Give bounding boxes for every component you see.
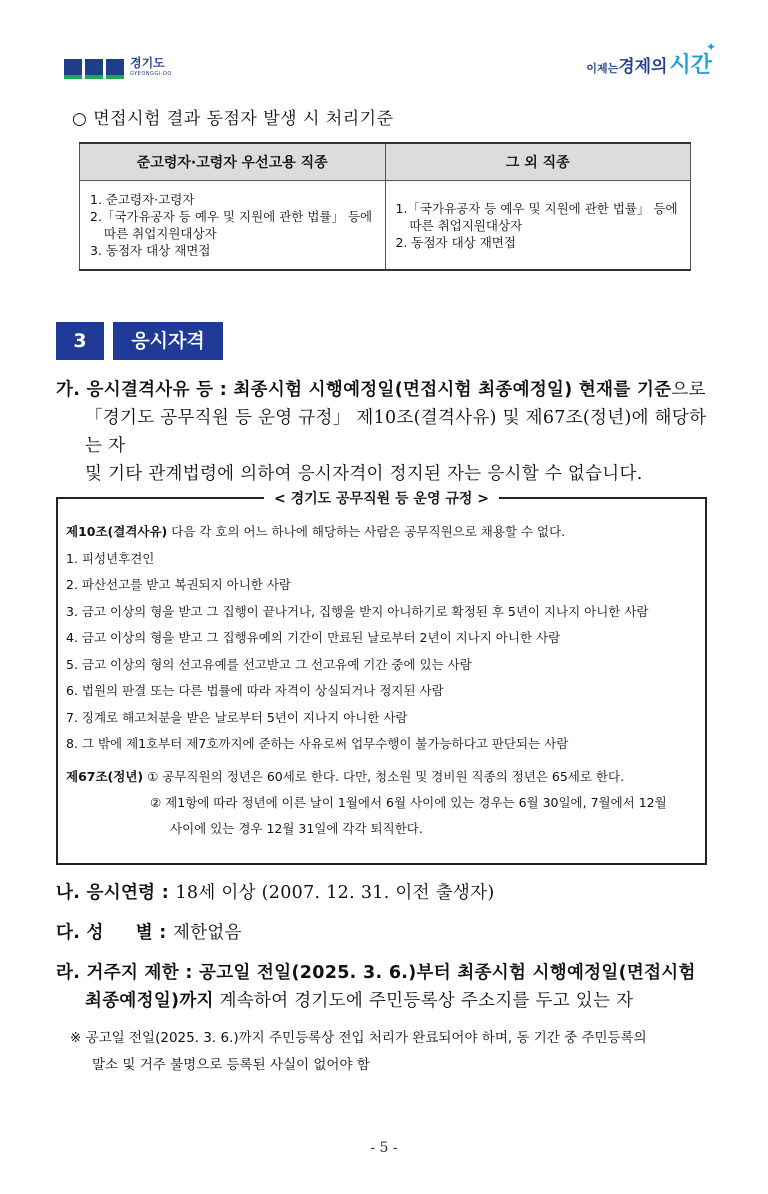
list-item: 7. 징계로 해고처분을 받은 날로부터 5년이 지나지 아니한 사람 [66, 709, 408, 725]
note-line: ※ 공고일 전일(2025. 3. 6.)까지 주민등록상 전입 처리가 완료되어야 하며, 동 기간 중 주민등록의 [70, 1030, 647, 1046]
note-line: 말소 및 거주 불명으로 등록된 사실이 없어야 함 [92, 1057, 370, 1073]
list-item: 2. 파산선고를 받고 복권되지 아니한 사람 [66, 577, 291, 592]
table-cell-other [385, 181, 691, 271]
table-header-priority: 준고령자·고령자 우선고용 직종 [80, 143, 386, 181]
list-item: 1. 준고령자·고령자 [90, 192, 195, 207]
article-10-text: 다음 각 호의 어느 하나에 해당하는 사람은 공무직원으로 채용할 수 없다. [167, 524, 566, 539]
regulation-title [58, 488, 705, 508]
section-number: 3 [56, 322, 104, 360]
body-text: 제한없음 [173, 923, 242, 943]
slogan-part-3: 시간 [669, 53, 712, 78]
tie-rule-title: ○ 면접시험 결과 동점자 발생 시 처리기준 [72, 109, 394, 129]
regulation-title-text: < 경기도 공무직원 등 운영 규정 > [264, 491, 499, 507]
logo-subtext: GYEONGGI-DO [130, 71, 172, 77]
article-67-item-2-cont: 사이에 있는 경우 12월 31일에 각각 퇴직한다. [170, 820, 423, 836]
article-67-head: 제67조(정년) [66, 768, 144, 784]
list-item: 3. 금고 이상의 형을 받고 그 집행이 끝나거나, 집행을 받지 아니하기로 확정된 후 5년이 지나지 아니한 사람 [66, 603, 649, 619]
page-number: - 5 - [370, 1140, 398, 1156]
eligibility-residence [56, 959, 716, 1015]
list-item: 1.「국가유공자 등 예우 및 지원에 관한 법률」 등에 따른 취업지원대상자 [395, 200, 678, 233]
body-text: 18세 이상 (2007. 12. 31. 이전 출생자) [175, 883, 495, 903]
slogan-part-2: 경제의 [618, 57, 668, 77]
list-item: 6. 법원의 판결 또는 다른 법률에 따라 자격이 상실되거나 정지된 사람 [66, 683, 444, 698]
list-item: 2. 동점자 대상 재면접 [395, 234, 516, 250]
body-text: 으로 [671, 380, 706, 400]
regulation-box [56, 491, 707, 865]
article-67-item-2: ② 제1항에 따라 정년에 이른 날이 1월에서 6월 사이에 있는 경우는 6월 30일에, 7월에서 12월 [150, 794, 667, 810]
tie-rule-table [79, 142, 691, 271]
item-label: 라. 거주지 제한 : [56, 963, 200, 983]
list-item: 4. 금고 이상의 형을 받고 그 집행유예의 기간이 만료된 날로부터 2년이 지나지 아니한 사람 [66, 630, 561, 645]
section-title: 응시자격 [113, 322, 223, 360]
list-item: 2.「국가유공자 등 예우 및 지원에 관한 법률」 등에 따른 취업지원대상자 [90, 209, 373, 241]
gyeonggi-logo [64, 58, 172, 80]
list-item: 1. 피성년후견인 [66, 550, 155, 566]
sparkle-icon: ✦ [705, 40, 716, 54]
table-cell-priority [80, 181, 386, 271]
residence-note [70, 1025, 720, 1079]
list-item: 8. 그 밖에 제1호부터 제7호까지에 준하는 사유로써 업무수행이 불가능하다고 판단되는 사람 [66, 736, 569, 751]
body-text: 계속하여 경기도에 주민등록상 주소지를 두고 있는 자 [213, 991, 634, 1011]
item-label: 가. 응시결격사유 등 : [56, 380, 234, 400]
eligibility-disqualification [56, 376, 716, 488]
body-text: 및 기타 관계법령에 의하여 응시자격이 정지된 자는 응시할 수 없습니다. [85, 464, 643, 484]
eligibility-age [56, 879, 494, 907]
body-text: 「경기도 공무직원 등 운영 규정」 제10조(결격사유) 및 제67조(정년)에 해당하는 자 [85, 408, 707, 456]
slogan-part-1: 이제는 [586, 62, 619, 75]
table-header-other: 그 외 직종 [385, 143, 691, 181]
article-10-head: 제10조(결격사유) [66, 524, 168, 539]
emphasis-text: 최종시험 시행예정일(면접시험 최종예정일) 현재를 기준 [233, 380, 672, 400]
article-67-item-1: ① 공무직원의 정년은 60세로 한다. 다만, 청소원 및 경비원 직종의 정년은 65세로 한다. [143, 768, 625, 784]
logo-mark-icon [64, 59, 124, 79]
emphasis-text: 최종예정일)까지 [85, 991, 214, 1011]
emphasis-text: 공고일 전일(2025. 3. 6.)부터 최종시험 시행예정일(면접시험 [199, 963, 696, 983]
eligibility-gender [56, 919, 242, 947]
list-item: 3. 동점자 대상 재면접 [90, 243, 211, 258]
item-label: 다. 성 별 : [56, 923, 174, 943]
logo-text: 경기도 [130, 56, 165, 70]
item-label: 나. 응시연령 : [56, 883, 176, 903]
economy-time-logo [586, 40, 716, 79]
list-item: 5. 금고 이상의 형의 선고유예를 선고받고 그 선고유예 기간 중에 있는 사람 [66, 656, 472, 672]
